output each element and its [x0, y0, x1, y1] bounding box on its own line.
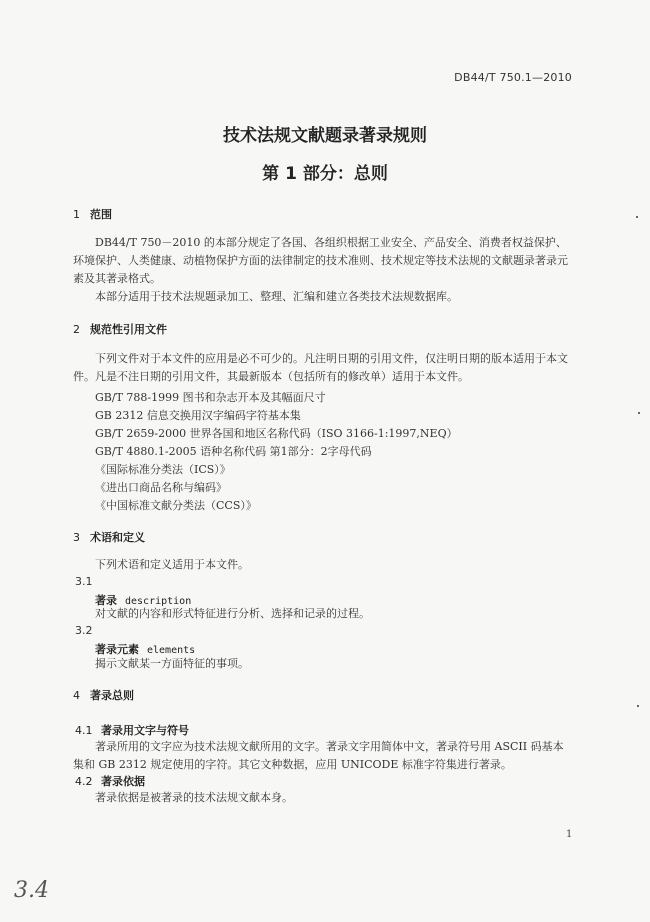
reference-item: 《国际标准分类法（ICS）》	[95, 463, 231, 476]
subsection-4-1-heading	[75, 722, 189, 738]
section-1-heading	[73, 206, 112, 222]
subsection-title: 著录依据	[101, 775, 145, 788]
term-definition: 对文献的内容和形式特征进行分析、选择和记录的过程。	[95, 607, 370, 620]
reference-item: GB/T 4880.1-2005 语种名称代码 第1部分：2字母代码	[95, 445, 372, 458]
handwritten-mark: 3.4	[14, 878, 49, 903]
reference-item: GB/T 788-1999 图书和杂志开本及其幅面尺寸	[95, 391, 326, 404]
paragraph: 本部分适用于技术法规题录加工、整理、汇编和建立各类技术法规数据库。	[95, 290, 458, 303]
paragraph: 著录依据是被著录的技术法规文献本身。	[95, 791, 293, 804]
section-title: 术语和定义	[90, 531, 145, 544]
scan-speck	[637, 705, 639, 707]
document-subtitle: 第 1 部分：总则	[262, 164, 388, 184]
term-chinese: 著录元素	[95, 643, 139, 656]
section-number: 4	[73, 689, 80, 702]
page-number: 1	[566, 829, 573, 840]
term-definition: 揭示文献某一方面特征的事项。	[95, 657, 249, 670]
reference-item: 《中国标准文献分类法（CCS）》	[95, 499, 257, 512]
term-english: description	[125, 596, 192, 607]
scan-speck	[636, 216, 638, 218]
reference-item: GB 2312 信息交换用汉字编码字符基本集	[95, 409, 301, 422]
scan-speck	[638, 412, 640, 414]
section-number: 2	[73, 323, 80, 336]
term-number: 3.1	[75, 575, 93, 588]
document-title: 技术法规文献题录著录规则	[223, 126, 427, 146]
subsection-4-2-heading	[75, 773, 145, 789]
reference-item: 《进出口商品名称与编码》	[95, 481, 227, 494]
subsection-number: 4.2	[75, 775, 93, 788]
paragraph: 著录所用的文字应为技术法规文献所用的文字。著录文字用简体中文，著录符号用 ASCII 码基本集和 GB 2312 规定使用的字符。其它文种数据，应用 UNICODE 标准字符集进行著录。	[73, 740, 564, 771]
subsection-number: 4.1	[75, 724, 93, 737]
paragraph: DB44/T 750－2010 的本部分规定了各国、各组织根据工业安全、产品安全、消费者权益保护、环境保护、人类健康、动植物保护方面的法律制定的技术准则、技术规定等技术法规的文献题录著录元素及其著录格式。	[73, 236, 568, 285]
section-3-heading	[73, 529, 145, 545]
subsection-title: 著录用文字与符号	[101, 724, 189, 737]
section-2-heading	[73, 321, 167, 337]
section-number: 3	[73, 531, 80, 544]
paragraph: 下列术语和定义适用于本文件。	[95, 558, 249, 571]
term-english: elements	[147, 645, 196, 656]
reference-item: GB/T 2659-2000 世界各国和地区名称代码（ISO 3166-1:1997,NEQ）	[95, 427, 458, 440]
section-title: 规范性引用文件	[90, 323, 167, 336]
section-4-heading	[73, 687, 134, 703]
section-number: 1	[73, 208, 80, 221]
term-number: 3.2	[75, 624, 93, 637]
paragraph: 下列文件对于本文件的应用是必不可少的。凡注明日期的引用文件，仅注明日期的版本适用于本文件。凡是不注日期的引用文件，其最新版本（包括所有的修改单）适用于本文件。	[73, 352, 568, 383]
term-chinese: 著录	[95, 594, 117, 607]
standard-code: DB44/T 750.1—2010	[454, 71, 572, 84]
section-title: 著录总则	[90, 689, 134, 702]
section-title: 范围	[90, 208, 112, 221]
